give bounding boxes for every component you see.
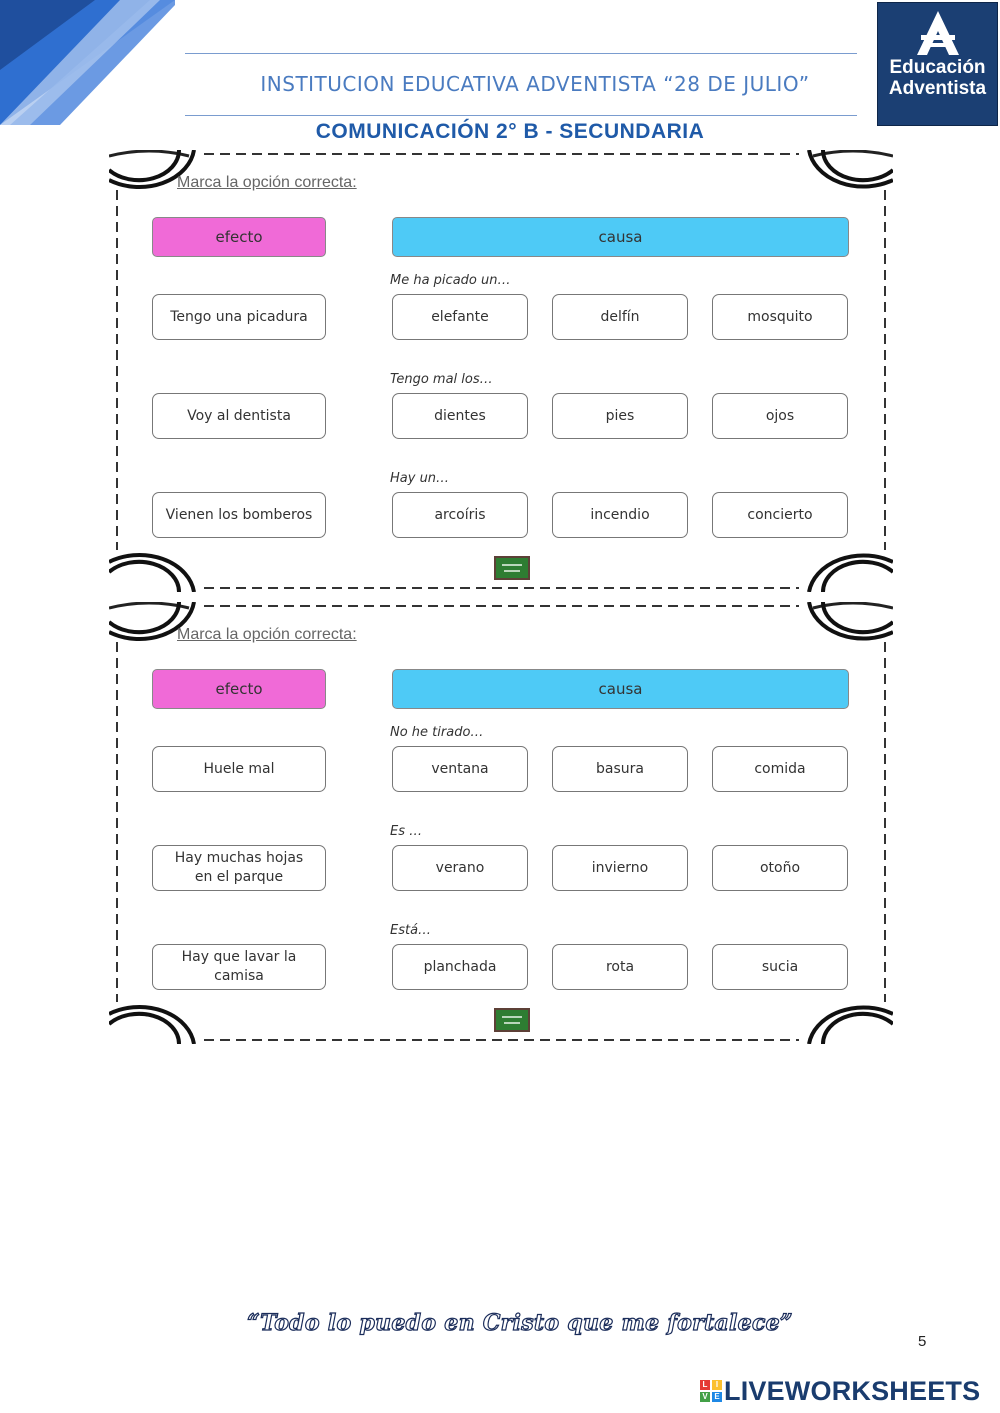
- effect-box: Tengo una picadura: [152, 294, 326, 340]
- page-number: 5: [918, 1333, 927, 1350]
- option-button[interactable]: arcoíris: [392, 492, 528, 538]
- brand-name: LIVEWORKSHEETS: [724, 1375, 981, 1406]
- effect-text-line1: Hay que lavar la: [181, 949, 297, 965]
- header-rule-top: [185, 53, 857, 54]
- effect-box: Voy al dentista: [152, 393, 326, 439]
- logo-line2: Adventista: [888, 78, 987, 99]
- cause-prompt: Hay un…: [390, 471, 450, 486]
- brand-icon-letter: L: [700, 1380, 710, 1390]
- option-button[interactable]: dientes: [392, 393, 528, 439]
- instruction: Marca la opción correcta:: [177, 174, 357, 191]
- efecto-header: efecto: [152, 669, 326, 709]
- causa-header: causa: [392, 217, 849, 257]
- adventist-logo-icon: [915, 9, 961, 57]
- option-button[interactable]: otoño: [712, 845, 848, 891]
- cause-prompt: Es …: [390, 824, 423, 839]
- option-button[interactable]: comida: [712, 746, 848, 792]
- institution-title: INSTITUCION EDUCATIVA ADVENTISTA “28 DE JULIO”: [260, 72, 810, 96]
- instruction: Marca la opción correcta:: [177, 626, 357, 643]
- chalkboard-icon: [494, 1008, 530, 1032]
- liveworksheets-icon: [700, 1380, 722, 1402]
- causa-header: causa: [392, 669, 849, 709]
- option-button[interactable]: mosquito: [712, 294, 848, 340]
- brand-icon-letter: E: [712, 1392, 722, 1402]
- worksheet-2: [109, 602, 893, 1044]
- cause-prompt: No he tirado…: [390, 725, 484, 740]
- option-button[interactable]: delfín: [552, 294, 688, 340]
- option-button[interactable]: pies: [552, 393, 688, 439]
- effect-text-line2: camisa: [214, 968, 264, 984]
- option-button[interactable]: sucia: [712, 944, 848, 990]
- effect-box: Vienen los bomberos: [152, 492, 326, 538]
- option-button[interactable]: incendio: [552, 492, 688, 538]
- option-button[interactable]: planchada: [392, 944, 528, 990]
- cause-prompt: Tengo mal los…: [390, 372, 493, 387]
- effect-box: Huele mal: [152, 746, 326, 792]
- motto: “Todo lo puedo en Cristo que me fortalece”: [247, 1310, 793, 1336]
- brand-icon-letter: V: [700, 1392, 710, 1402]
- effect-box: [152, 944, 326, 990]
- effect-text-line1: Hay muchas hojas: [174, 850, 304, 866]
- option-button[interactable]: verano: [392, 845, 528, 891]
- educacion-adventista-logo: [877, 2, 998, 126]
- liveworksheets-brand: [700, 1376, 980, 1406]
- brand-icon-letter: I: [712, 1380, 722, 1390]
- option-button[interactable]: invierno: [552, 845, 688, 891]
- option-button[interactable]: ventana: [392, 746, 528, 792]
- cause-prompt: Está…: [390, 923, 432, 938]
- cause-prompt: Me ha picado un…: [390, 273, 511, 288]
- effect-text-line2: en el parque: [194, 869, 284, 885]
- worksheet-1: [109, 150, 893, 592]
- efecto-header: efecto: [152, 217, 326, 257]
- effect-box: [152, 845, 326, 891]
- option-button[interactable]: elefante: [392, 294, 528, 340]
- option-button[interactable]: basura: [552, 746, 688, 792]
- course-title: COMUNICACIÓN 2° B - SECUNDARIA: [315, 120, 705, 143]
- logo-line1: Educación: [889, 57, 986, 78]
- option-button[interactable]: ojos: [712, 393, 848, 439]
- corner-decoration: [0, 0, 175, 125]
- header-rule-bottom: [185, 115, 857, 116]
- option-button[interactable]: rota: [552, 944, 688, 990]
- option-button[interactable]: concierto: [712, 492, 848, 538]
- chalkboard-icon: [494, 556, 530, 580]
